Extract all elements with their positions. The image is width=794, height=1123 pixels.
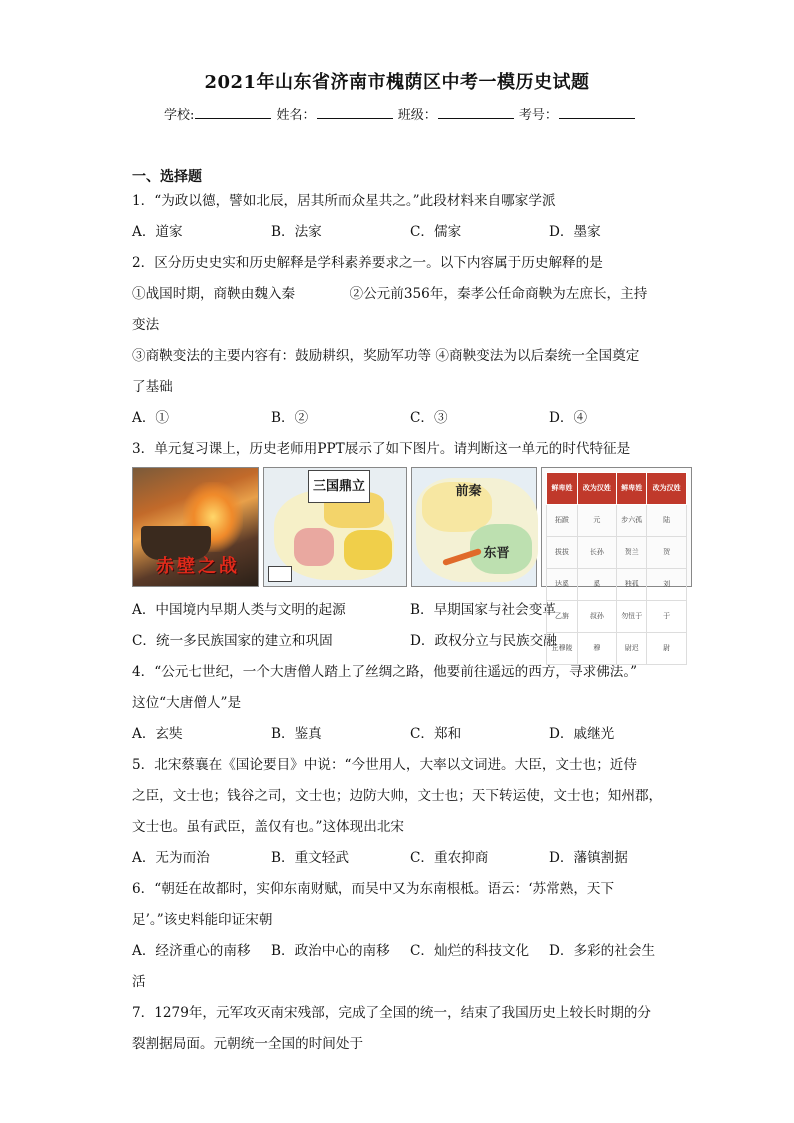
q4-stem: 4．“公元七世纪，一个大唐僧人踏上了丝绸之路，他要前往遥远的西方，寻求佛法。” [132,664,638,680]
q6-line2: 足’。”该史料能印证宋朝 [132,912,273,928]
q3-option-b[interactable]: B．早期国家与社会变革 [410,602,556,618]
q3-option-a[interactable]: A．中国境内早期人类与文明的起源 [132,602,346,618]
q6-option-c[interactable]: C．灿烂的科技文化 [410,943,530,959]
table-cell: 贺 [647,537,687,569]
table-cell: 叔孙 [577,601,617,633]
q5-option-d[interactable]: D．藩镇割据 [549,850,628,866]
q5-line3: 文士也。虽有武臣，盖仅有也。”这体现出北宋 [132,819,405,835]
header-cell: 改为汉姓 [647,473,687,505]
class-blank[interactable] [438,106,514,119]
table-cell: 乙旃 [547,601,577,633]
header-cell: 鲜卑姓 [547,473,577,505]
class-label: 班级： [397,108,437,123]
table-row [547,569,687,601]
surname-change-table-image [541,467,692,652]
wu-region [344,530,392,570]
q4-option-a[interactable]: A．玄奘 [132,726,183,742]
q2-line2: ①战国时期，商鞅由魏入秦 ②公元前356年，秦孝公任命商鞅为左庶长，主持 [132,286,648,302]
q2-line4: ③商鞅变法的主要内容有：鼓励耕织，奖励军功等 ④商鞅变法为以后秦统一全国奠定 [132,348,640,364]
q1-option-b[interactable]: B．法家 [271,224,322,240]
q5-option-a[interactable]: A．无为而治 [132,850,210,866]
student-info-line [164,104,636,123]
header-cell: 鲜卑姓 [617,473,647,505]
q4-option-d[interactable]: D．戚继光 [549,726,615,742]
table-cell: 拓跋 [547,505,577,537]
q1-option-c[interactable]: C．儒家 [410,224,462,240]
header-cell: 改为汉姓 [577,473,617,505]
name-label: 姓名： [276,108,316,123]
name-blank[interactable] [317,106,393,119]
q1-option-d[interactable]: D．墨家 [549,224,601,240]
red-cliff-caption: 赤壁之战 [156,556,240,577]
q2-stem: 2．区分历史史实和历史解释是学科素养要求之一。以下内容属于历史解释的是 [132,255,603,271]
section-heading: 一、选择题 [132,169,202,185]
school-label: 学校: [164,108,195,123]
table-row [547,601,687,633]
q2-option-a[interactable]: A．① [132,410,170,426]
q4-line2: 这位“大唐僧人”是 [132,695,242,711]
q5-option-c[interactable]: C．重农抑商 [410,850,489,866]
q2-line3: 变法 [132,317,160,333]
table-cell: 拔拔 [547,537,577,569]
exam-no-label: 考号： [518,108,558,123]
q1-options [132,217,692,248]
q2-line5: 了基础 [132,379,173,395]
q1-option-a[interactable]: A．道家 [132,224,183,240]
q1-stem: 1．“为政以德，譬如北辰，居其所而众星共之。”此段材料来自哪家学派 [132,193,556,209]
table-cell: 贺兰 [617,537,647,569]
q6-option-d-tail: 活 [132,974,146,990]
table-cell: 尉 [647,633,687,665]
table-cell: 达奚 [547,569,577,601]
table-cell: 陆 [647,505,687,537]
map-legend [268,566,292,582]
q3-option-d[interactable]: D．政权分立与民族交融 [410,633,557,649]
q3-option-c[interactable]: C．统一多民族国家的建立和巩固 [132,633,333,649]
q7-line2: 裂割据局面。元朝统一全国的时间处于 [132,1036,364,1052]
surname-table-header [547,473,687,505]
table-cell: 尉迟 [617,633,647,665]
q6-stem: 6．“朝廷在故都时，实仰东南财赋，而吴中又为东南根柢。语云：‘苏常熟，天下 [132,881,615,897]
q5-line2: 之臣，文士也；钱谷之司，文士也；边防大帅，文士也；天下转运使，文士也；知州郡， [132,788,663,804]
former-qin-eastern-jin-map [411,467,538,587]
table-cell: 步六孤 [617,505,647,537]
three-kingdoms-label: 三国鼎立 [308,470,370,503]
table-cell: 独孤 [617,569,647,601]
shu-region [294,528,334,566]
table-cell: 长孙 [577,537,617,569]
table-cell: 刘 [647,569,687,601]
q6-option-b[interactable]: B．政治中心的南移 [271,943,390,959]
q5-options [132,843,692,874]
school-blank[interactable] [195,106,271,119]
questions [132,186,692,1060]
three-kingdoms-map [263,467,407,587]
table-cell: 穆 [577,633,617,665]
q3-stem: 3．单元复习课上，历史老师用PPT展示了如下图片。请判断这一单元的时代特征是 [132,441,631,457]
table-cell: 元 [577,505,617,537]
q7-stem: 7．1279年，元军攻灭南宋残部，完成了全国的统一，结束了我国历史上较长时期的分 [132,1005,652,1021]
q4-options [132,719,692,750]
q2-option-c[interactable]: C．③ [410,410,448,426]
former-qin-label: 前秦 [455,484,482,499]
eastern-jin-label: 东晋 [483,546,510,561]
table-cell: 奚 [577,569,617,601]
q4-option-b[interactable]: B．鉴真 [271,726,322,742]
q6-option-d[interactable]: D．多彩的社会生 [549,943,656,959]
q6-options [132,936,692,967]
table-row [547,505,687,537]
table-cell: 丘穆陵 [547,633,577,665]
q5-option-b[interactable]: B．重文轻武 [271,850,349,866]
red-cliff-battle-image [132,467,259,587]
q5-stem: 5．北宋蔡襄在《国论要目》中说：“今世用人，大率以文词进。大臣，文士也；近侍 [132,757,637,773]
surname-table [546,472,687,665]
q4-option-c[interactable]: C．郑和 [410,726,462,742]
exam-no-blank[interactable] [559,106,635,119]
table-row [547,537,687,569]
q2-options [132,403,692,434]
q6-option-a[interactable]: A．经济重心的南移 [132,943,251,959]
q2-option-b[interactable]: B．② [271,410,309,426]
exam-title: 2021年山东省济南市槐荫区中考一模历史试题 [204,72,590,93]
table-row [547,633,687,665]
q2-option-d[interactable]: D．④ [549,410,588,426]
table-cell: 于 [647,601,687,633]
table-cell: 勿忸于 [617,601,647,633]
